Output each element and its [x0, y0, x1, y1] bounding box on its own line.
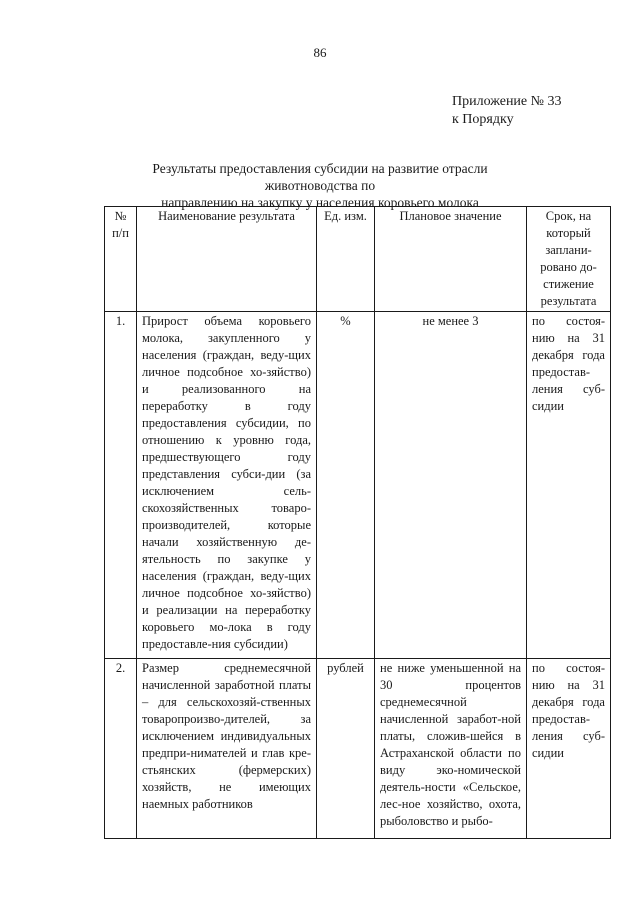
header-number: № п/п [105, 207, 137, 312]
table-header-row [105, 207, 611, 312]
row-number: 2. [105, 659, 137, 839]
document-title-line-1: Результаты предоставления субсидии на развитие отрасли животноводства по [152, 161, 488, 193]
page-number: 86 [313, 45, 327, 60]
table-row [105, 659, 611, 839]
row-deadline: по состоя-нию на 31 декабря года предостав-ления суб-сидии [527, 312, 611, 659]
appendix-reference [452, 93, 562, 129]
results-table [104, 206, 611, 839]
row-unit: % [317, 312, 375, 659]
table-row [105, 312, 611, 659]
header-deadline: Срок, на который заплани- ровано до- стижение результата [527, 207, 611, 312]
header-unit: Ед. изм. [317, 207, 375, 312]
row-number: 1. [105, 312, 137, 659]
row-result-name: Прирост объема коровьего молока, закупленного у населения (граждан, веду-щих личное подсобное хо-зяйство) и реализованного на переработку в году предоставления субсидии, по отношению к уровню года, предшествующего году представления субси-дии (за исключением сель-скохозяйственных товаро-производителей, которые начали хозяйственную де-ятельность по закупке у населения (граждан, веду-щих личное подсобное хо-зяйство) и реализации на переработку коровьего мо-лока в году предоставле-ния субсидии) [137, 312, 317, 659]
document-title [105, 160, 535, 211]
appendix-number: Приложение № 33 [452, 94, 562, 109]
document-title-line-2: направлению на закупку у населения коровьего молока [161, 195, 479, 210]
row-planned-value: не менее 3 [375, 312, 527, 659]
appendix-order: к Порядку [452, 112, 514, 127]
row-unit: рублей [317, 659, 375, 839]
header-planned-value: Плановое значение [375, 207, 527, 312]
row-planned-value: не ниже уменьшенной на 30 процентов среднемесячной начисленной заработ-ной платы, сложив-шейся в Астраханской области по виду эко-номической деятель-ности «Сельское, лес-ное хозяйство, охота, рыболовство и рыбо- [375, 659, 527, 839]
row-deadline: по состоя-нию на 31 декабря года предостав-ления суб-сидии [527, 659, 611, 839]
row-result-name: Размер среднемесячной начисленной заработной платы – для сельскохозяй-ственных товаропроизво-дителей, за исключением индивидуальных предпри-нимателей и глав кре-стьянских (фермерских) хозяйств, не имеющих наемных работников [137, 659, 317, 839]
header-result-name: Наименование результата [137, 207, 317, 312]
